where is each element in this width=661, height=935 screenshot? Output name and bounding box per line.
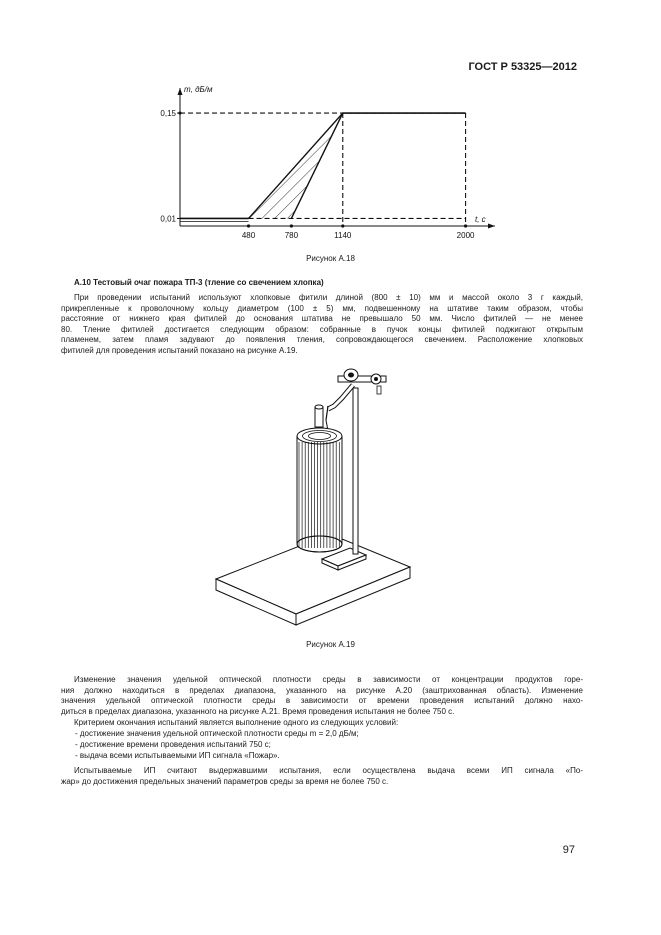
paragraph-line: жар» до достижения предельных значений параметров среды за время не более 750 с. (61, 776, 389, 786)
condition-item: - выдача всеми испытываемыми ИП сигнала «Пожар». (75, 751, 280, 760)
paragraph-line: расстояние от нижнего края фитилей до основания штатива не превышало 50 мм. Число фитилей — не менее (61, 314, 583, 324)
paragraph-line: Критерием окончания испытаний является выполнение одного из следующих условий: (74, 718, 399, 727)
x-tick (247, 224, 250, 227)
page-number: 97 (562, 844, 575, 856)
paragraph-line: Испытываемые ИП считают выдержавшими испытания, если осуществлена выдача всеми ИП сигнала «По- (74, 766, 583, 775)
x-tick (341, 224, 344, 227)
figure-a19-apparatus-drawing (210, 362, 420, 634)
figure-a19-caption: Рисунок А.19 (306, 640, 355, 649)
cotton-wick-bundle (297, 428, 342, 552)
stand-rod (353, 388, 358, 554)
document-header: ГОСТ Р 53325—2012 (468, 61, 577, 73)
x-tick (290, 224, 293, 227)
x-tick-label: 2000 (456, 231, 475, 240)
paragraph-line: значения удельной оптической плотности среды в зависимости от времени проведения испытаний должно нахо- (61, 696, 583, 706)
section-title: А.10 Тестовый очаг пожара ТП-3 (тление со свечением хлопка) (74, 278, 324, 287)
x-tick-label: 780 (284, 231, 299, 240)
x-axis-arrow (488, 224, 495, 229)
paragraph-1 (61, 293, 583, 357)
y-axis-arrow (178, 88, 183, 95)
condition-item: - достижение времени проведения испытаний 750 с; (75, 740, 271, 749)
y-tick-label: 0,01 (160, 214, 176, 224)
figure-a18-chart (120, 80, 510, 250)
paragraph-line: 80. Тление фитилей достигается следующим образом: собранные в пучок концы фитилей поджигают открытым (61, 324, 583, 334)
condition-item: - достижение значения удельной оптической плотности среды m = 2,0 дБ/м; (75, 729, 359, 738)
figure-a18-caption: Рисунок А.18 (306, 254, 355, 263)
y-tick-label: 0,15 (160, 109, 176, 119)
x-axis-label: t, с (475, 215, 486, 224)
paragraph-line: При проведении испытаний используют хлопковые фитили длиной (800 ± 10) мм и массой около 3 г каждый, (74, 293, 583, 302)
wire-ring-holder (315, 405, 323, 427)
lower-bound-line (291, 113, 465, 218)
paragraph-3 (61, 718, 583, 729)
y-tick-dot (178, 111, 181, 114)
paragraph-line: прикрепленные к проволочному кольцу диаметром (100 ± 5) мм, подвешенному на штативе таким образом, чтобы (61, 303, 583, 313)
paragraph-line: Изменение значения удельной оптической плотности среды в зависимости от концентрации продуктов горе- (74, 675, 583, 684)
paragraph-line: ния должно находиться в пределах диапазона, указанного на рисунке А.20 (заштрихованная область). Изменение (61, 685, 583, 695)
x-tick-label: 1140 (334, 231, 352, 240)
paragraph-line: фитилей для проведения испытаний показано на рисунке А.19. (61, 345, 298, 355)
x-tick-label: 480 (241, 231, 256, 240)
x-tick (464, 224, 467, 227)
paragraph-2 (61, 675, 583, 717)
paragraph-line: диться в пределах диапазона, указанного на рисунке А.21. Время проведения испытания не более 750 с. (61, 706, 455, 716)
paragraph-4 (61, 766, 583, 787)
paragraph-line: пламенем, затем пламя задувают до появления тления, сопровождающегося свечением. Расположение хлопковых (61, 335, 583, 345)
y-axis-label: m, дБ/м (184, 85, 213, 94)
hatched-region (249, 113, 466, 218)
